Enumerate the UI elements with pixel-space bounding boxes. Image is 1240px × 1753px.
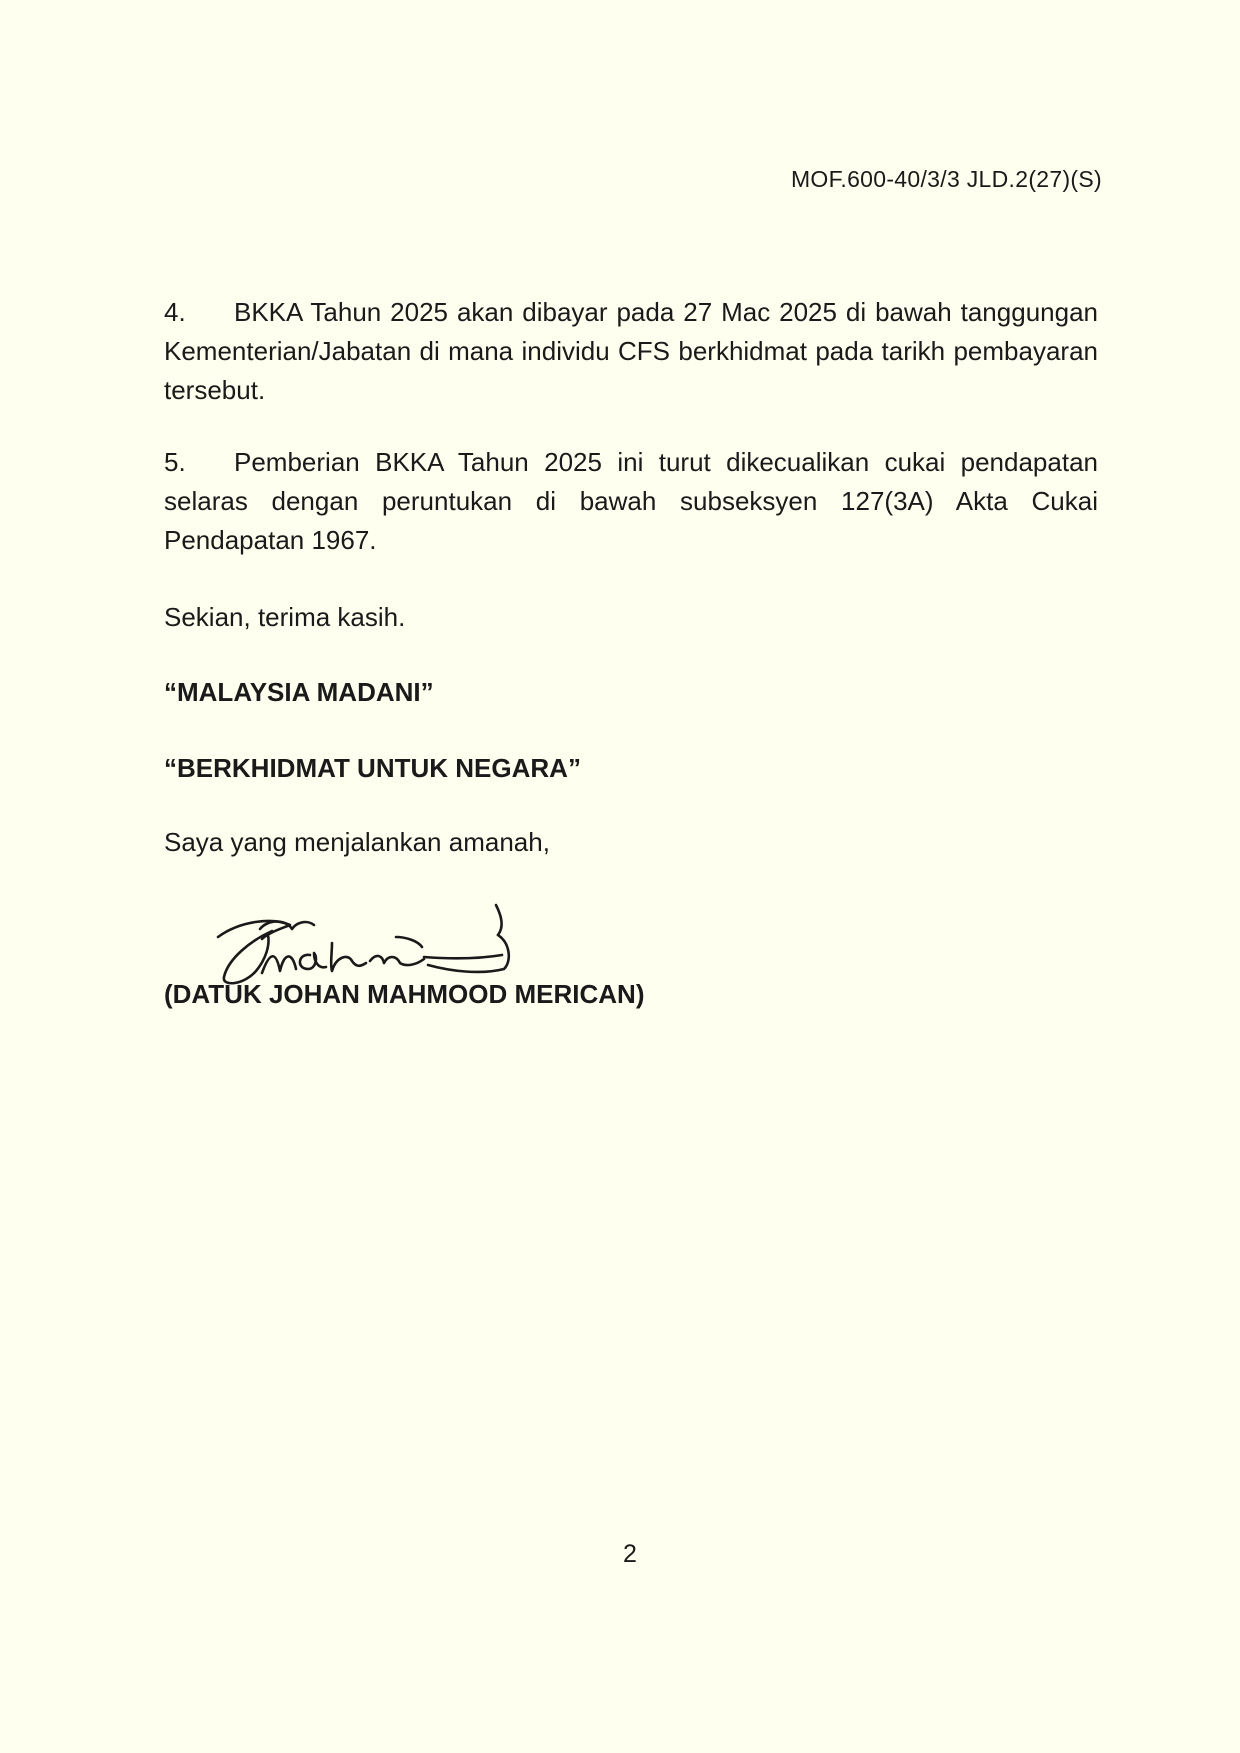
reference-number: MOF.600-40/3/3 JLD.2(27)(S) xyxy=(790,166,1102,192)
slogan-malaysia-madani: “MALAYSIA MADANI” xyxy=(164,677,434,707)
paragraph-5-number: 5. xyxy=(164,447,186,477)
paragraph-4 xyxy=(164,293,1098,410)
paragraph-4-number: 4. xyxy=(164,297,186,327)
paragraph-4-text: BKKA Tahun 2025 akan dibayar pada 27 Mac 2025 di bawah tanggungan Kementerian/Jabatan di mana individu CFS berkhidmat pada tarikh pembayaran tersebut. xyxy=(164,297,1098,405)
paragraph-5 xyxy=(164,443,1098,560)
page-number: 2 xyxy=(623,1540,637,1568)
slogan-berkhidmat: “BERKHIDMAT UNTUK NEGARA” xyxy=(164,753,581,783)
trust-line: Saya yang menjalankan amanah, xyxy=(164,827,550,857)
paragraph-5-text: Pemberian BKKA Tahun 2025 ini turut dikecualikan cukai pendapatan selaras dengan peruntukan di bawah subseksyen 127(3A) Akta Cukai Pendapatan 1967. xyxy=(164,447,1098,555)
signatory-name: (DATUK JOHAN MAHMOOD MERICAN) xyxy=(164,979,645,1009)
closing-thanks: Sekian, terima kasih. xyxy=(164,602,406,632)
